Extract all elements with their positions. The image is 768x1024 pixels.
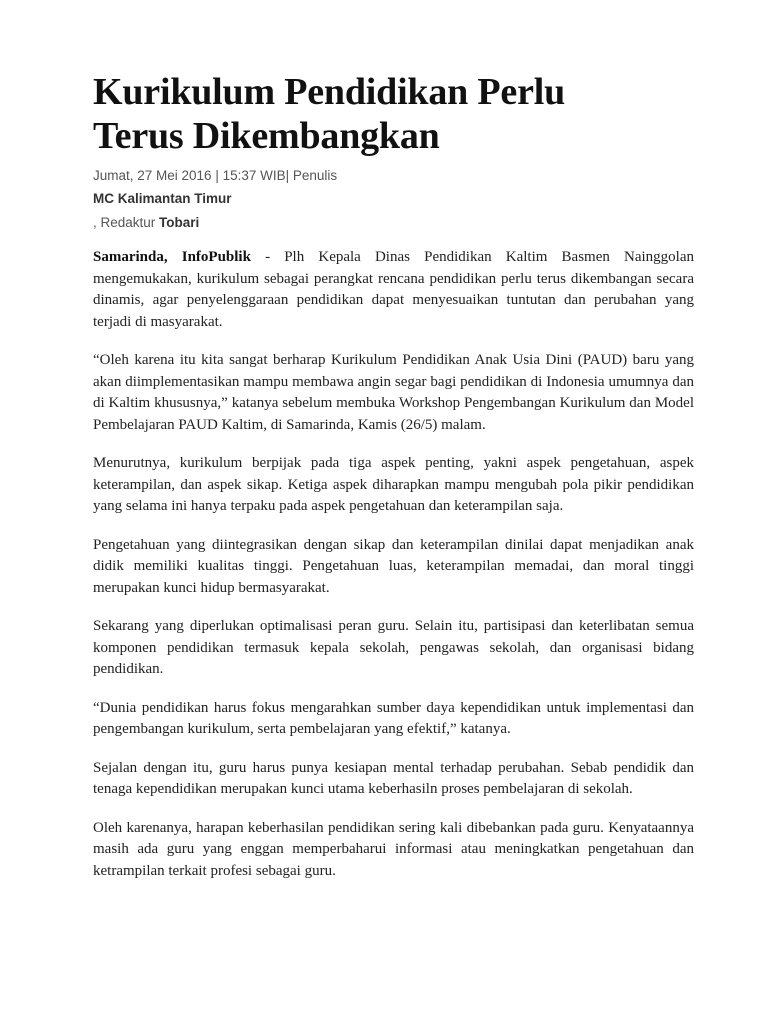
body-paragraph: Sekarang yang diperlukan optimalisasi peran guru. Selain itu, partisipasi dan keterlibatan semua komponen pendidikan termasuk kepala sekolah, pengawas sekolah, dan organisasi bidang pendidikan.: [93, 618, 694, 677]
editor-name[interactable]: Tobari: [159, 215, 200, 230]
article-body: [93, 247, 694, 882]
article-title: [93, 70, 694, 158]
article-title-line-2: Terus Dikembangkan: [93, 115, 440, 157]
body-paragraph: “Oleh karena itu kita sangat berharap Kurikulum Pendidikan Anak Usia Dini (PAUD) baru yang akan diimplementasikan mampu membawa angin segar bagi pendidikan di Indonesia umumnya dan di Kaltim khususnya,” katanya sebelum membuka Workshop Pengembangan Kurikulum dan Model Pembelajaran PAUD Kaltim, di Samarinda, Kamis (26/5) malam.: [93, 352, 694, 433]
editor-credit: [93, 212, 694, 234]
author-name[interactable]: MC Kalimantan Timur: [93, 191, 232, 206]
dateline: Samarinda, InfoPublik: [93, 249, 251, 265]
body-paragraph: Oleh karenanya, harapan keberhasilan pendidikan sering kali dibebankan pada guru. Kenyataannya masih ada guru yang enggan memperbaharui informasi atau meningkatkan pengetahuan dan ketrampilan terkait profesi sebagai guru.: [93, 819, 694, 879]
publish-date: Jumat, 27 Mei 2016 | 15:37 WIB| Penulis: [93, 168, 338, 183]
body-paragraph: “Dunia pendidikan harus fokus mengarahkan sumber daya kependidikan untuk implementasi dan pengembangan kurikulum, serta pembelajaran yang efektif,” katanya.: [93, 699, 694, 737]
body-paragraph: Sejalan dengan itu, guru harus punya kesiapan mental terhadap perubahan. Sebab pendidik dan tenaga kependidikan merupakan kunci utama keberhasiln proses pembelajaran di sekolah.: [93, 759, 694, 797]
body-paragraph: Menurutnya, kurikulum berpijak pada tiga aspek penting, yakni aspek pengetahuan, aspek keterampilan, dan aspek sikap. Ketiga aspek diharapkan mampu mengubah pola pikir pendidikan yang selama ini hanya terpaku pada aspek pengetahuan dan keterampilan saja.: [93, 455, 694, 514]
article-title-line-1: Kurikulum Pendidikan Perlu: [93, 71, 566, 113]
lead-text: - Plh Kepala Dinas Pendidikan Kaltim Basmen Nainggolan mengemukakan, kurikulum sebagai perangkat rencana pendidikan perlu terus dikembangan secara dinamis, agar penyelenggaraan pendidikan dapat menyesuaikan tuntutan dan perubahan yang terjadi di masyarakat.: [93, 249, 694, 330]
body-paragraph: Pengetahuan yang diintegrasikan dengan sikap dan keterampilan dinilai dapat menjadikan anak didik memiliki kualitas tinggi. Pengetahuan luas, keterampilan memadai, dan moral tinggi merupakan kunci hidup bermasyarakat.: [93, 536, 694, 596]
editor-prefix: , Redaktur: [93, 215, 160, 230]
lead-paragraph: [93, 247, 694, 333]
